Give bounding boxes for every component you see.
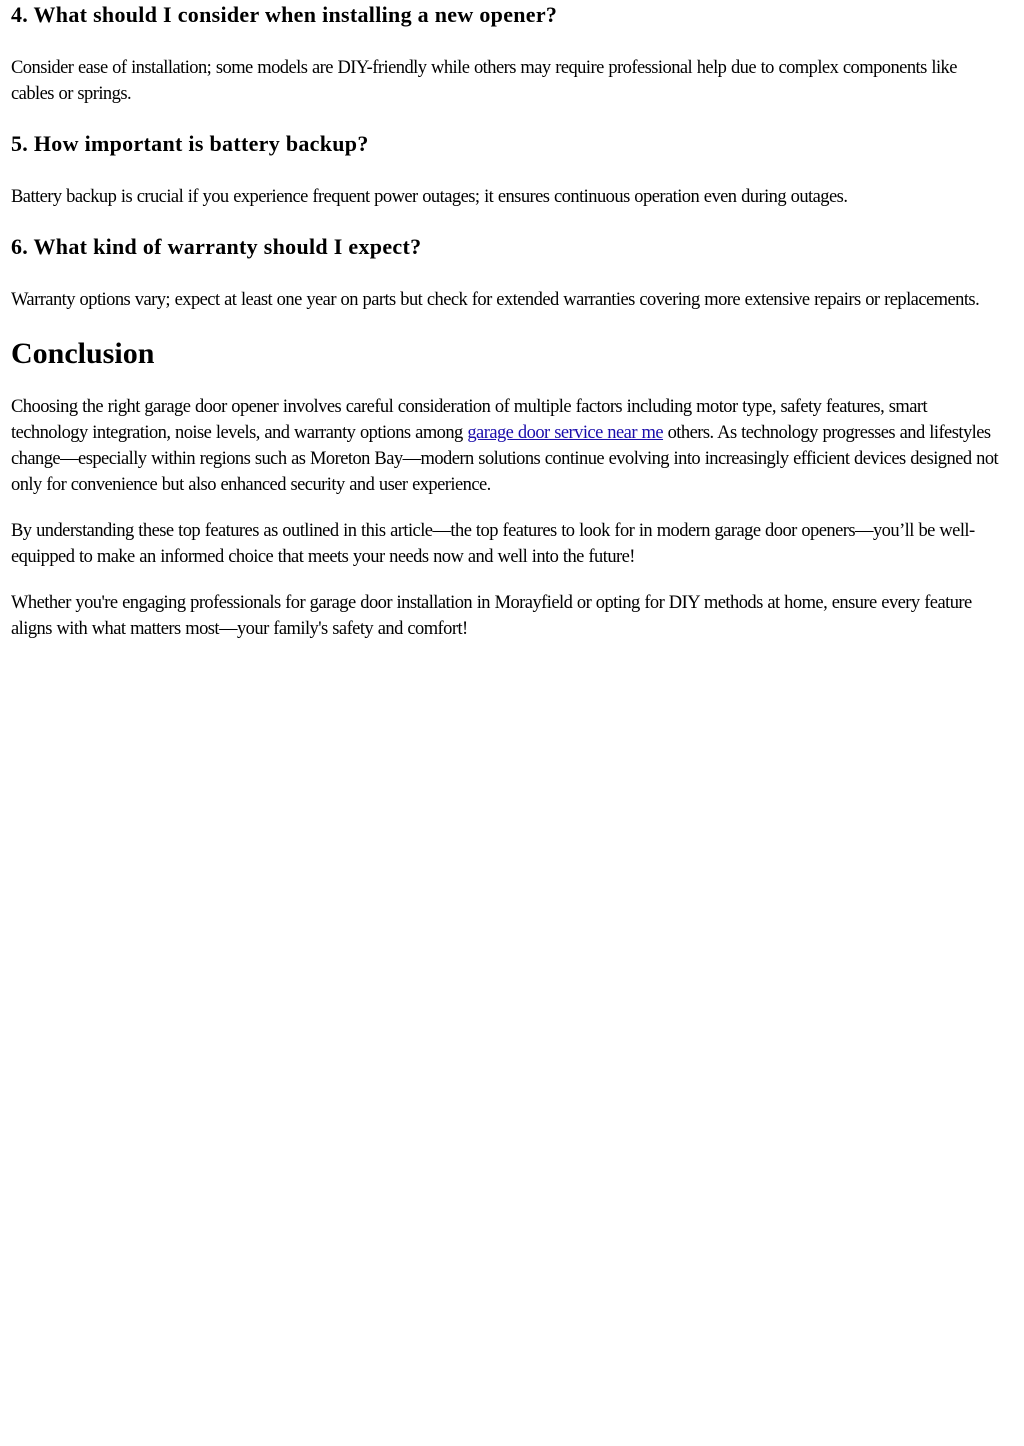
conclusion-text-after-link: others. As technology progresses and lifestyles change—especially within regions such as Moreton Bay—modern solutions continue evolving into increasingly efficient devices designed not only for convenience but also enhanced security and user experience. — [11, 423, 999, 495]
faq-question-6: 6. What kind of warranty should I expect? — [11, 234, 422, 259]
conclusion-heading: Conclusion — [11, 337, 155, 370]
conclusion-paragraph-2: By understanding these top features as outlined in this article—the top features to look for in modern garage door openers—you’ll be well-equipped to make an informed choice that meets your needs now and well into the future! — [11, 521, 975, 567]
faq-answer-5: Battery backup is crucial if you experience frequent power outages; it ensures continuous operation even during outages. — [11, 187, 848, 207]
faq-answer-4: Consider ease of installation; some models are DIY-friendly while others may require professional help due to complex components like cables or springs. — [11, 58, 957, 104]
conclusion-paragraph-1 — [11, 394, 1001, 498]
garage-door-service-link[interactable]: garage door service near me — [467, 423, 664, 443]
faq-question-5: 5. How important is battery backup? — [11, 131, 369, 156]
conclusion-paragraph-3: Whether you're engaging professionals for garage door installation in Morayfield or opting for DIY methods at home, ensure every feature aligns with what matters most—your family's safety and comfort! — [11, 593, 972, 639]
faq-answer-6: Warranty options vary; expect at least one year on parts but check for extended warranties covering more extensive repairs or replacements. — [11, 290, 980, 310]
conclusion-text-before-link: Choosing the right garage door opener involves careful consideration of multiple factors including motor type, safety features, smart technology integration, noise levels, and warranty options among — [11, 397, 928, 443]
article-body — [11, 0, 1001, 642]
faq-question-4: 4. What should I consider when installing a new opener? — [11, 2, 558, 27]
